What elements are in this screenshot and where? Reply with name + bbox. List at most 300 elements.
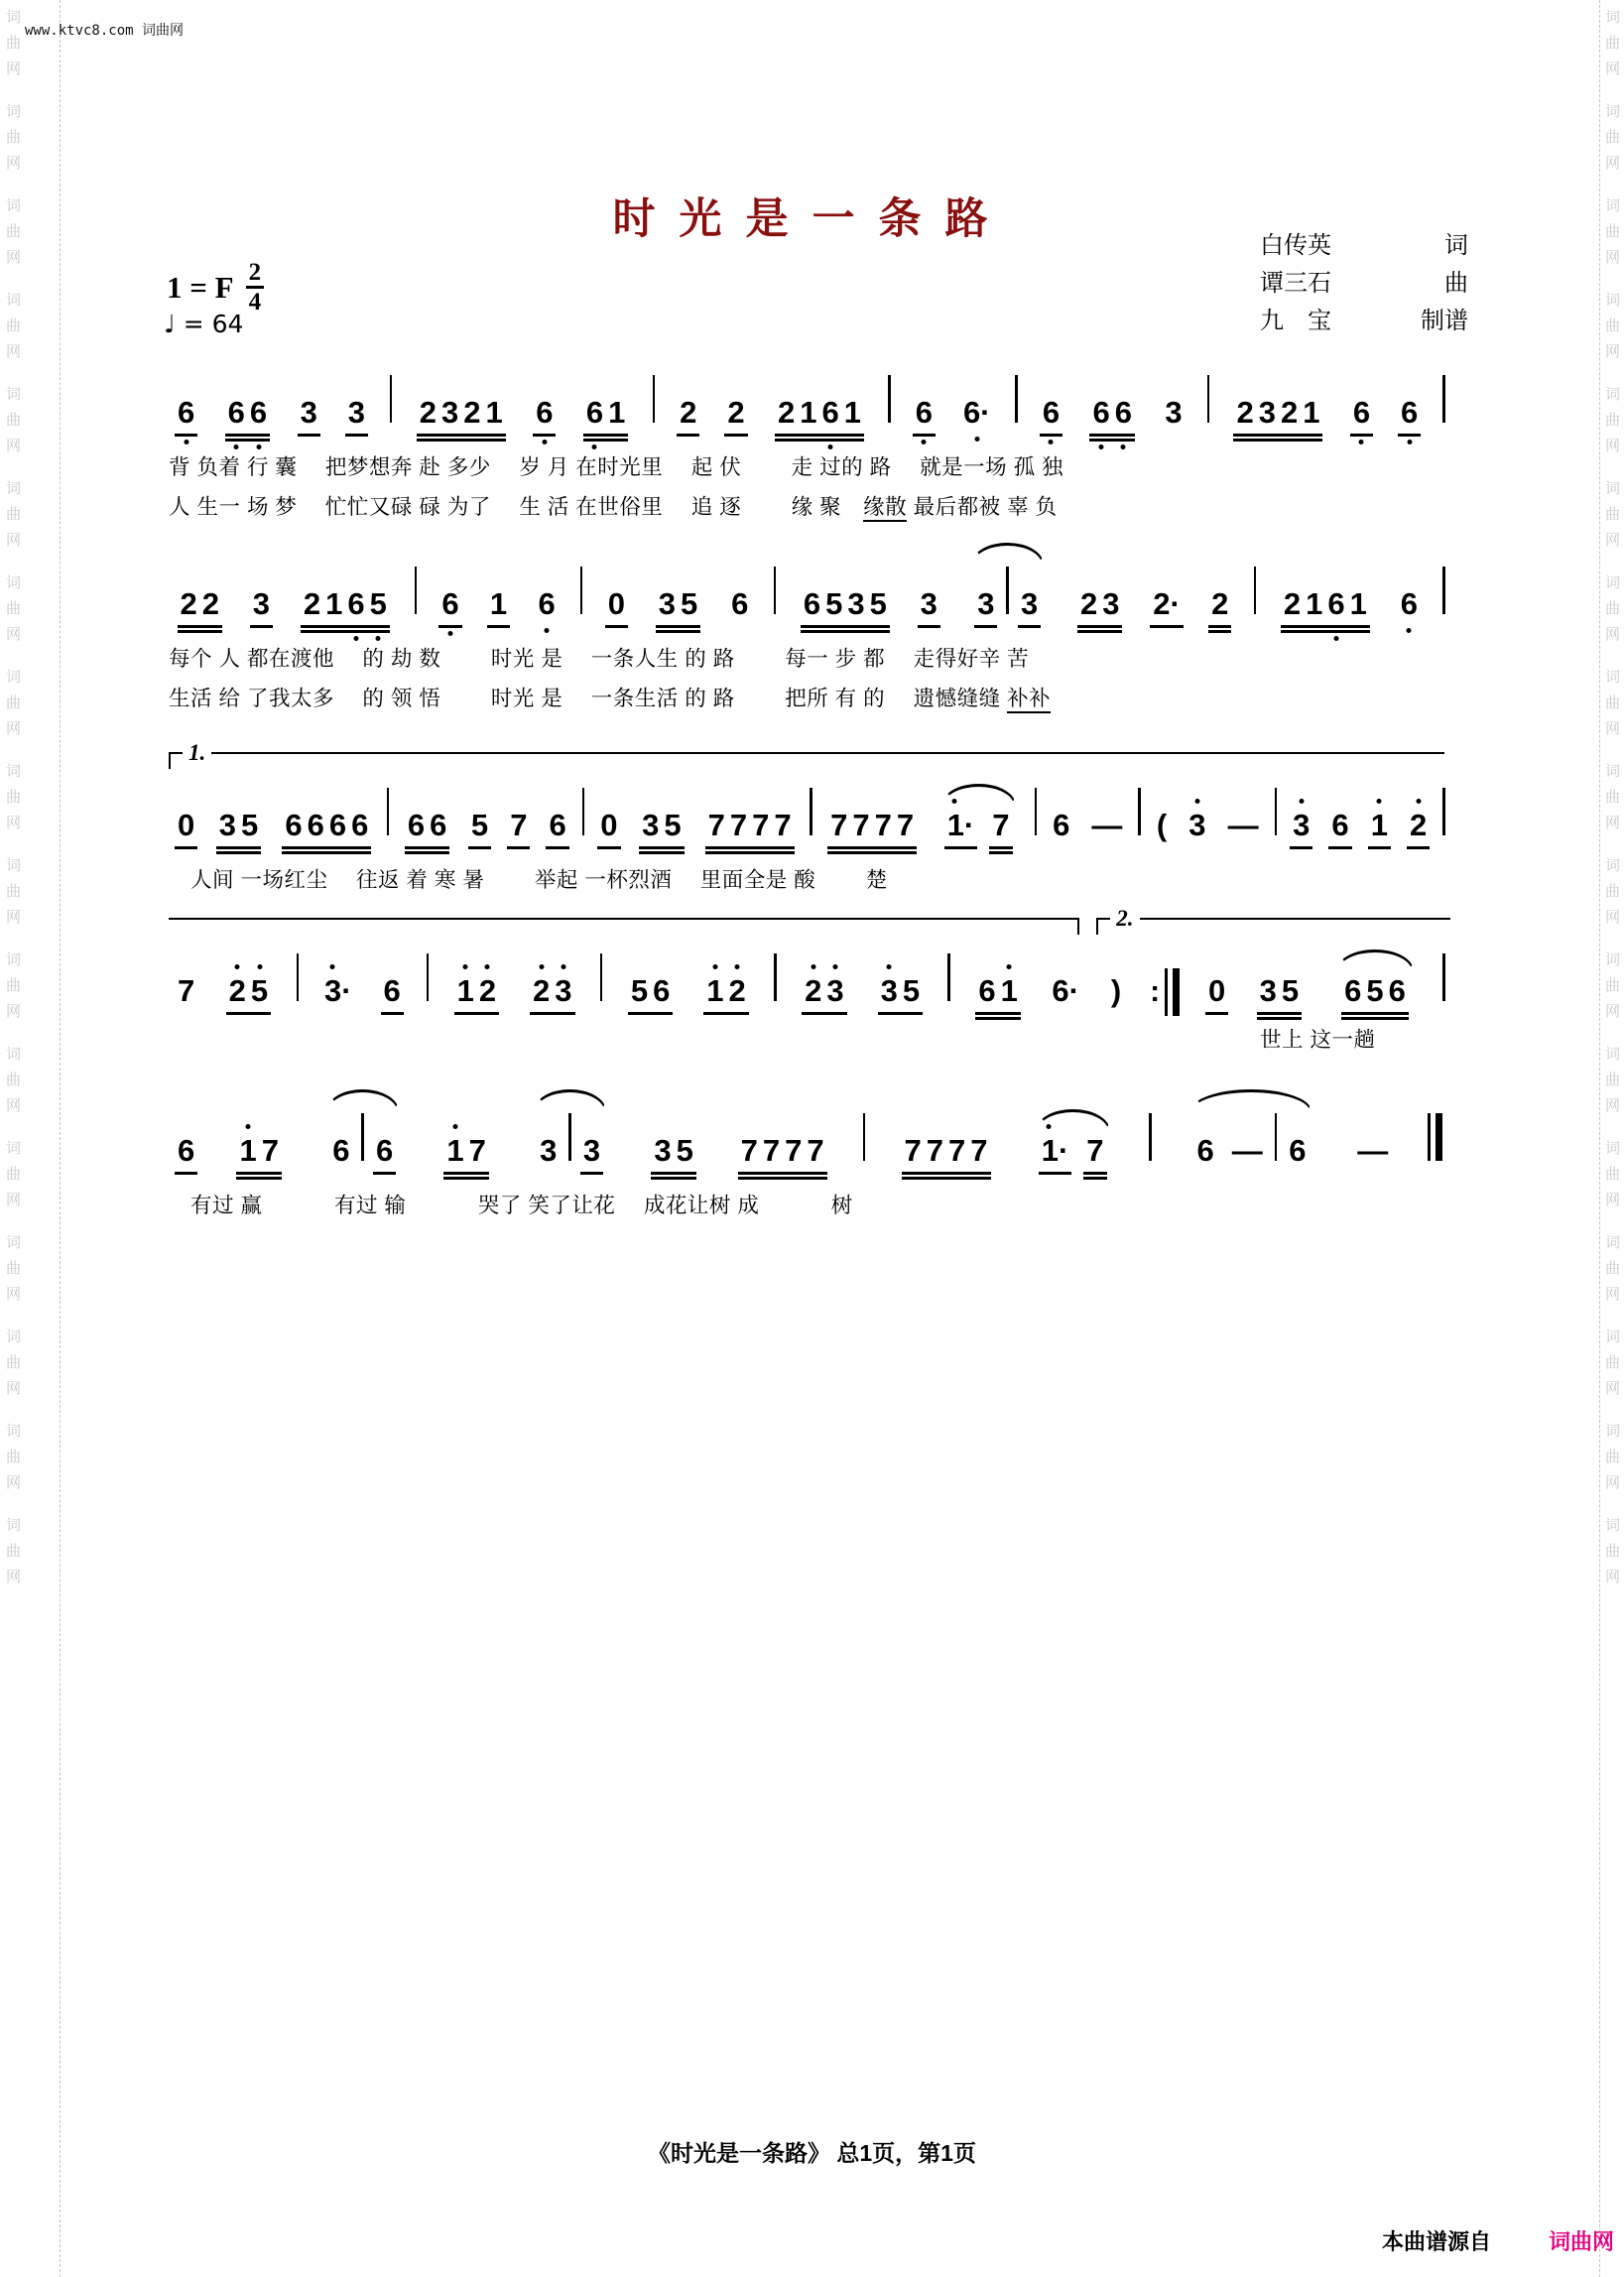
tie-group xyxy=(531,1113,609,1169)
watermark-char: 曲 xyxy=(1605,129,1621,146)
lyric-underlined: 补补 xyxy=(1007,687,1051,713)
watermark-char: 曲 xyxy=(1605,1354,1621,1371)
lyric-line xyxy=(169,1189,1448,1219)
lyric-segment: 每个 人 都在渡他 的 劫 数 时光 是 一条人生 的 路 每一 步 都 走得好辛 苦 xyxy=(169,646,1030,671)
note: 7 xyxy=(874,808,892,842)
watermark-char: 词 xyxy=(6,292,22,309)
barline xyxy=(774,953,777,1001)
note: 3 xyxy=(1258,395,1276,430)
note: 1 xyxy=(485,395,503,430)
watermark-char: 网 xyxy=(6,155,22,172)
left-dashed-divider xyxy=(60,0,61,2277)
watermark-text xyxy=(6,952,28,1019)
barline xyxy=(810,788,812,835)
note: 1 xyxy=(239,1133,257,1168)
note: 7 xyxy=(510,808,528,842)
note: 6 xyxy=(585,395,604,430)
lyric-segment: 世上 这一趟 xyxy=(1260,1027,1376,1052)
watermark-text xyxy=(1605,1141,1624,1207)
note: 5 xyxy=(1281,973,1300,1008)
barline xyxy=(390,375,393,423)
watermark-char: 词 xyxy=(6,10,22,26)
watermark-text xyxy=(1605,1047,1624,1113)
note: 7 xyxy=(762,1133,781,1168)
note: 6 xyxy=(430,808,447,842)
watermark-char: 曲 xyxy=(1605,600,1621,617)
watermark-text xyxy=(1605,293,1624,359)
note: 6 xyxy=(1327,586,1345,621)
barline xyxy=(1015,375,1018,423)
repeat-dots: : xyxy=(1150,975,1161,1008)
time-denominator: 4 xyxy=(248,289,262,316)
tempo-marking xyxy=(164,310,243,338)
note: 3 xyxy=(1165,395,1183,430)
beam-group xyxy=(301,586,389,622)
watermark-text xyxy=(1605,1329,1624,1396)
watermark-char: 网 xyxy=(1605,1192,1621,1208)
watermark-text xyxy=(1605,764,1624,830)
note: 5 xyxy=(369,586,387,621)
watermark-char: 网 xyxy=(6,61,22,77)
notes-row xyxy=(169,1087,1448,1169)
source-brand-link[interactable]: 词曲网 xyxy=(1549,2229,1615,2254)
watermark-char: 曲 xyxy=(6,977,22,994)
note: 5 xyxy=(1366,973,1384,1008)
watermark-char: 网 xyxy=(1605,249,1621,266)
watermark-char: 曲 xyxy=(6,412,22,429)
note: 3 xyxy=(654,1133,672,1168)
beam-group xyxy=(656,586,700,622)
note: 7 xyxy=(970,1133,988,1168)
note: 7 xyxy=(707,808,725,842)
barline xyxy=(297,953,300,1001)
credit-row xyxy=(1260,232,1468,261)
note: 6 xyxy=(1400,586,1418,621)
note: — xyxy=(1357,1133,1389,1168)
beam-group xyxy=(628,973,673,1009)
beam-group xyxy=(976,973,1021,1009)
source-credit xyxy=(1382,2225,1614,2256)
note: 6 xyxy=(821,395,839,430)
watermark-char: 词 xyxy=(6,763,22,780)
footer-page-info: 《时光是一条路》 总1页，第1页 xyxy=(648,2140,976,2166)
song-title: 时光是一条路 xyxy=(612,194,1012,243)
note: 6 xyxy=(1114,395,1132,430)
watermark-char: 词 xyxy=(1605,763,1621,780)
note: 1· xyxy=(946,808,975,842)
barline xyxy=(1254,567,1257,614)
beam-group xyxy=(583,395,628,431)
note: 6 xyxy=(1388,973,1406,1008)
note: — xyxy=(1091,808,1123,842)
watermark-char: 词 xyxy=(1605,1046,1621,1063)
watermark-char: 曲 xyxy=(1605,1449,1621,1465)
lyric-line xyxy=(169,642,1448,673)
note: 6 xyxy=(1344,973,1362,1008)
watermark-char: 词 xyxy=(1605,1328,1621,1345)
barline xyxy=(1428,1113,1431,1161)
lyric-underlined: 缘散 xyxy=(863,495,907,522)
note: 3 xyxy=(540,1133,558,1168)
lyric-segment: 生活 给 了我太多 的 领 悟 时光 是 一条生活 的 路 把所 有 的 遗憾缝缝 xyxy=(169,686,1008,710)
note: 2 xyxy=(228,973,246,1008)
watermark-text xyxy=(1605,481,1624,548)
note: 5 xyxy=(241,808,259,842)
watermark-char: 网 xyxy=(6,1097,22,1114)
watermark-char: 网 xyxy=(1605,438,1621,454)
watermark-text xyxy=(1605,952,1624,1019)
beam-group xyxy=(828,808,917,843)
barline xyxy=(415,567,418,614)
watermark-char: 词 xyxy=(6,857,22,874)
watermark-text xyxy=(6,1518,28,1584)
note: 7 xyxy=(852,808,870,842)
credit-role: 曲 xyxy=(1444,270,1468,297)
note: 6 xyxy=(1196,1133,1214,1168)
note: 3 xyxy=(880,973,898,1008)
note: 0 xyxy=(600,808,618,842)
note: 3 xyxy=(1259,973,1277,1008)
watermark-char: 网 xyxy=(1605,61,1621,77)
watermark-char: 曲 xyxy=(1605,1166,1621,1183)
note: 1 xyxy=(706,973,724,1008)
note: 7 xyxy=(992,808,1010,842)
note: 1 xyxy=(1306,586,1323,621)
watermark-char: 网 xyxy=(6,1380,22,1397)
note: 5 xyxy=(250,973,269,1008)
barline xyxy=(1149,1113,1152,1161)
tie-group xyxy=(968,567,1047,622)
note: 5 xyxy=(681,586,698,621)
watermark-char: 词 xyxy=(1605,197,1621,214)
note: 2 xyxy=(463,395,481,430)
watermark-text xyxy=(6,764,28,830)
watermark-char: 曲 xyxy=(1605,883,1621,900)
watermark-char: 词 xyxy=(6,1046,22,1063)
note: 3 xyxy=(300,395,317,430)
watermark-char: 网 xyxy=(1605,343,1621,360)
note: 2 xyxy=(680,395,697,430)
watermark-char: 曲 xyxy=(6,506,22,523)
system xyxy=(169,1087,1448,1219)
credits-block xyxy=(1260,232,1468,344)
note: 0 xyxy=(607,586,625,621)
note: 6 xyxy=(328,808,347,842)
barline xyxy=(361,1113,364,1161)
barline xyxy=(387,788,390,835)
system xyxy=(169,541,1448,712)
watermark-char: 词 xyxy=(6,103,22,120)
note: 6· xyxy=(1052,973,1079,1008)
watermark-char: 网 xyxy=(6,1192,22,1208)
beam-group xyxy=(1234,395,1322,431)
note: 1 xyxy=(608,395,626,430)
volta-label: 2. xyxy=(1110,907,1139,930)
note: 1 xyxy=(1303,395,1320,430)
note: 6 xyxy=(915,395,934,430)
watermark-char: 网 xyxy=(6,1569,22,1585)
barline xyxy=(1035,788,1038,835)
barline xyxy=(1275,788,1278,835)
note: 2 xyxy=(478,973,497,1008)
watermark-char: 词 xyxy=(1605,292,1621,309)
note: 6 xyxy=(351,808,369,842)
barline xyxy=(1138,788,1141,835)
barline xyxy=(600,953,603,1001)
barline xyxy=(947,953,950,1001)
watermark-char: 词 xyxy=(1605,10,1621,26)
barline xyxy=(1207,375,1210,423)
note: 3 xyxy=(441,395,459,430)
watermark-char: 词 xyxy=(6,669,22,686)
repeat-end-barline xyxy=(1150,968,1180,1016)
note: 6· xyxy=(962,395,991,430)
note: 6 xyxy=(538,586,556,621)
beam-group xyxy=(178,586,222,622)
watermark-char: 词 xyxy=(6,1328,22,1345)
note: 7 xyxy=(926,1133,943,1168)
watermark-char: 网 xyxy=(1605,532,1621,549)
time-numerator: 2 xyxy=(246,260,265,289)
watermark-char: 网 xyxy=(6,343,22,360)
time-signature xyxy=(246,260,265,315)
watermark-text xyxy=(1605,1518,1624,1584)
note: 3 xyxy=(920,586,937,621)
watermark-text xyxy=(6,1047,28,1113)
note: 1 xyxy=(446,1133,464,1168)
note: 6 xyxy=(978,973,996,1008)
note: 3 xyxy=(847,586,865,621)
credit-role: 制谱 xyxy=(1421,308,1468,334)
watermark-char: 网 xyxy=(1605,815,1621,831)
tempo-value: = 64 xyxy=(183,310,244,338)
note: 6 xyxy=(178,395,195,430)
note: 3 xyxy=(218,808,237,842)
beam-group xyxy=(237,1133,282,1169)
note: 7 xyxy=(261,1133,279,1168)
credit-row xyxy=(1260,270,1468,299)
right-dashed-divider xyxy=(1599,0,1600,2277)
barline xyxy=(427,953,430,1001)
beam-group xyxy=(1281,586,1369,622)
credit-name: 九 宝 xyxy=(1260,308,1331,334)
lyric-line xyxy=(169,682,1448,712)
quarter-note-icon: ♩ xyxy=(164,310,176,338)
beam-group xyxy=(878,973,923,1009)
barline xyxy=(580,567,583,614)
lyric-segment: 人间 一场红尘 往返 着 寒 暑 举起 一杯烈酒 里面全是 酸 楚 xyxy=(169,867,888,892)
watermark-text xyxy=(1605,104,1624,171)
note: 2 xyxy=(727,395,745,430)
note: 6 xyxy=(1289,1133,1307,1168)
watermark-char: 曲 xyxy=(6,129,22,146)
note: 6 xyxy=(285,808,303,842)
beam-group xyxy=(454,973,499,1009)
note: — xyxy=(1227,808,1259,842)
barline xyxy=(774,567,777,614)
note: 7 xyxy=(178,973,195,1008)
watermark-char: 网 xyxy=(6,1286,22,1303)
note: 6 xyxy=(249,395,268,430)
note: 1 xyxy=(800,395,817,430)
lyric-segment: 最后都被 辜 负 xyxy=(907,494,1058,519)
watermark-char: 曲 xyxy=(6,883,22,900)
note: 2 xyxy=(777,395,796,430)
watermark-char: 词 xyxy=(6,386,22,403)
note: 5 xyxy=(676,1133,693,1168)
note: 1 xyxy=(1349,586,1367,621)
watermark-char: 词 xyxy=(6,574,22,591)
watermark-text xyxy=(1605,670,1624,736)
watermark-char: 词 xyxy=(1605,1140,1621,1157)
beam-group xyxy=(1342,973,1409,1009)
note: 5 xyxy=(902,973,921,1008)
barline xyxy=(863,1113,866,1161)
note: 3 xyxy=(555,973,572,1008)
watermark-char: 曲 xyxy=(1605,695,1621,711)
note: 6 xyxy=(227,395,245,430)
note: 1 xyxy=(1000,973,1018,1008)
beam-group xyxy=(1257,973,1302,1009)
volta-bracket xyxy=(169,918,1079,935)
watermark-char: 词 xyxy=(1605,857,1621,874)
note: 5 xyxy=(630,973,649,1008)
watermark-column-right xyxy=(1605,10,1624,2277)
lyric-line xyxy=(169,863,1448,894)
beam-group xyxy=(803,973,847,1009)
system xyxy=(169,349,1448,521)
note: 6 xyxy=(307,808,324,842)
credit-name: 白传英 xyxy=(1260,233,1331,259)
note: 6 xyxy=(375,1133,394,1168)
watermark-char: 词 xyxy=(6,197,22,214)
note: 7 xyxy=(468,1133,486,1168)
watermark-char: 曲 xyxy=(1605,412,1621,429)
note: 3 xyxy=(826,973,844,1008)
barline xyxy=(568,1113,571,1161)
key-label: 1 = F xyxy=(167,269,234,305)
tie-group xyxy=(938,808,1019,843)
note: 2 xyxy=(1236,395,1254,430)
beam-group xyxy=(531,973,575,1009)
barline xyxy=(1006,567,1009,614)
watermark-char: 网 xyxy=(6,438,22,454)
watermark-char: 网 xyxy=(6,249,22,266)
note: 7 xyxy=(830,808,848,842)
note: 3 xyxy=(642,808,660,842)
note: 5 xyxy=(470,808,489,842)
lyric-line xyxy=(169,1023,1448,1054)
note: 2 xyxy=(201,586,219,621)
note: 6 xyxy=(731,586,749,621)
watermark-char: 曲 xyxy=(6,1260,22,1277)
watermark-char: 曲 xyxy=(1605,223,1621,240)
watermark-char: 曲 xyxy=(6,695,22,711)
barline xyxy=(1442,953,1445,1001)
watermark-char: 网 xyxy=(6,626,22,643)
barline xyxy=(1442,567,1445,614)
watermark-char: 网 xyxy=(6,1003,22,1020)
watermark-text xyxy=(6,387,28,453)
notes-row xyxy=(169,349,1448,431)
watermark-char: 词 xyxy=(1605,386,1621,403)
note: 5 xyxy=(869,586,887,621)
note: ) xyxy=(1110,973,1122,1008)
barline xyxy=(1173,968,1180,1016)
watermark-char: 词 xyxy=(6,1423,22,1440)
watermark-char: 词 xyxy=(6,1234,22,1251)
note: 3 xyxy=(582,1133,601,1168)
beam-group xyxy=(801,586,889,622)
watermark-text xyxy=(1605,858,1624,925)
barline xyxy=(1442,788,1445,835)
watermark-char: 曲 xyxy=(6,223,22,240)
note: 1 xyxy=(489,586,508,621)
note: 5 xyxy=(664,808,682,842)
notes-row xyxy=(169,541,1448,622)
beam-group xyxy=(225,395,270,431)
volta-bracket xyxy=(169,740,1444,769)
beam-group xyxy=(405,808,449,843)
note: 6 xyxy=(332,1133,350,1168)
watermark-char: 网 xyxy=(1605,1286,1621,1303)
watermark-text xyxy=(6,1141,28,1207)
note: 5 xyxy=(825,586,843,621)
barline xyxy=(888,375,891,423)
watermark-char: 曲 xyxy=(1605,1260,1621,1277)
beam-group xyxy=(1077,586,1122,622)
watermark-char: 词 xyxy=(1605,951,1621,968)
note: 6 xyxy=(1352,395,1371,430)
note: 6 xyxy=(549,808,566,842)
barline xyxy=(1436,1113,1442,1161)
volta-label: 1. xyxy=(183,741,211,764)
watermark-char: 网 xyxy=(1605,1380,1621,1397)
watermark-char: 网 xyxy=(1605,155,1621,172)
beam-group xyxy=(226,973,271,1009)
beam-group xyxy=(417,395,505,431)
watermark-char: 词 xyxy=(6,951,22,968)
barline xyxy=(1275,1113,1278,1161)
source-prefix: 本曲谱源自 xyxy=(1382,2229,1492,2254)
tie-group xyxy=(1033,1133,1113,1169)
watermark-char: 曲 xyxy=(1605,35,1621,52)
watermark-char: 曲 xyxy=(6,1449,22,1465)
beam-group xyxy=(640,808,685,843)
watermark-char: 词 xyxy=(1605,1234,1621,1251)
watermark-char: 网 xyxy=(1605,1474,1621,1491)
watermark-char: 曲 xyxy=(6,1072,22,1088)
beam-group xyxy=(775,395,863,431)
note: 6 xyxy=(407,808,426,842)
note: 6 xyxy=(1042,395,1061,430)
note: 6 xyxy=(1401,395,1419,430)
watermark-char: 网 xyxy=(6,720,22,737)
note: 1· xyxy=(1041,1133,1069,1168)
note: 3 xyxy=(977,586,995,621)
note: 7 xyxy=(948,1133,966,1168)
note: — xyxy=(1231,1133,1263,1168)
watermark-char: 曲 xyxy=(6,1166,22,1183)
note: 7 xyxy=(752,808,770,842)
note: 2 xyxy=(1409,808,1428,842)
note: 1 xyxy=(456,973,474,1008)
note: 1 xyxy=(325,586,343,621)
beam-group xyxy=(216,808,261,843)
credit-role: 词 xyxy=(1444,233,1468,259)
watermark-char: 曲 xyxy=(6,1354,22,1371)
beam-group xyxy=(902,1133,990,1169)
